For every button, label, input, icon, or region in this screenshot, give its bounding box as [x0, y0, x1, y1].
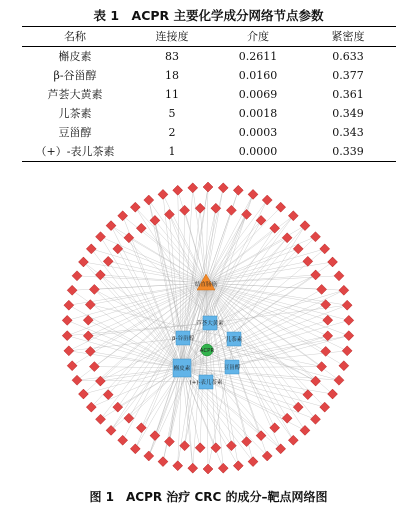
target-node — [311, 376, 321, 386]
target-node — [180, 205, 190, 215]
component-target-edge — [91, 249, 182, 368]
cell-closeness: 0.343 — [332, 126, 364, 139]
target-node — [256, 431, 266, 441]
header-name: 名称 — [22, 27, 128, 47]
component-node-label: 槲皮素 — [173, 366, 191, 372]
target-node — [64, 346, 74, 356]
disease-target-edge — [206, 283, 261, 436]
target-node — [118, 435, 128, 445]
header-degree: 连接度 — [128, 27, 216, 47]
disease-target-edge — [206, 283, 328, 336]
target-node — [89, 284, 99, 294]
herb-node-label: ACPR — [199, 348, 215, 354]
target-node — [203, 464, 213, 474]
cell-betweenness: 0.0003 — [238, 126, 278, 139]
disease-target-edge — [123, 216, 206, 283]
disease-node-label: 结直肠癌 — [194, 282, 218, 288]
target-node — [293, 402, 303, 412]
component-node-label: 儿茶素 — [225, 337, 243, 343]
table-row — [22, 47, 396, 67]
disease-target-edge — [206, 283, 326, 351]
cell-betweenness: 0.0069 — [238, 88, 278, 101]
target-node — [86, 244, 96, 254]
target-node — [78, 257, 88, 267]
disease-target-edge — [135, 207, 206, 283]
target-node — [136, 423, 146, 433]
target-node — [211, 443, 221, 453]
target-node — [62, 315, 72, 325]
target-node — [248, 457, 258, 467]
disease-target-edge — [141, 228, 206, 283]
target-node — [218, 183, 228, 193]
target-node — [323, 315, 333, 325]
target-node — [89, 362, 99, 372]
target-node — [300, 221, 310, 231]
figure-caption: 图 1 ACPR 治疗 CRC 的成分–靶点网络图 — [89, 490, 328, 504]
target-node — [288, 435, 298, 445]
target-node — [321, 300, 331, 310]
disease-target-edge — [206, 276, 339, 283]
target-node — [67, 285, 77, 295]
cell-name: 儿茶素 — [58, 107, 92, 120]
target-node — [310, 414, 320, 424]
cell-closeness: 0.633 — [332, 50, 364, 63]
target-node — [158, 189, 168, 199]
disease-target-edge — [206, 220, 261, 283]
target-node — [282, 413, 292, 423]
target-node — [262, 195, 272, 205]
cell-closeness: 0.349 — [332, 107, 364, 120]
table-title: 表 1 ACPR 主要化学成分网络节点参数 — [93, 8, 324, 23]
table-row — [22, 123, 396, 142]
target-node — [78, 389, 88, 399]
cell-degree: 2 — [168, 126, 176, 139]
target-node — [95, 270, 105, 280]
target-node — [150, 431, 160, 441]
target-node — [67, 361, 77, 371]
target-node — [328, 257, 338, 267]
target-node — [180, 441, 190, 451]
disease-target-edge — [200, 208, 206, 283]
target-node — [323, 331, 333, 341]
target-node — [164, 209, 174, 219]
target-node — [303, 390, 313, 400]
component-target-edge — [232, 336, 328, 367]
component-target-edge — [91, 368, 182, 407]
disease-target-edge — [206, 283, 349, 336]
target-node — [233, 461, 243, 471]
target-node — [118, 211, 128, 221]
target-node — [282, 233, 292, 243]
target-node — [303, 256, 313, 266]
target-node — [103, 256, 113, 266]
target-node — [195, 203, 205, 213]
disease-target-edge — [108, 261, 206, 283]
target-node — [339, 361, 349, 371]
cell-closeness: 0.339 — [300, 142, 396, 162]
target-node — [339, 285, 349, 295]
cell-name: 槲皮素 — [58, 50, 92, 63]
target-node — [342, 346, 352, 356]
cell-degree: 83 — [165, 50, 179, 63]
target-node — [130, 444, 140, 454]
target-node — [195, 443, 205, 453]
target-node — [86, 402, 96, 412]
target-node — [83, 315, 93, 325]
target-node — [334, 375, 344, 385]
target-node — [188, 463, 198, 473]
target-node — [96, 232, 106, 242]
table-row — [22, 66, 396, 85]
target-node — [106, 221, 116, 231]
cell-closeness: 0.377 — [332, 69, 364, 82]
target-node — [226, 441, 236, 451]
header-closeness: 紧密度 — [300, 27, 396, 47]
target-node — [64, 300, 74, 310]
disease-target-edge — [206, 283, 298, 407]
component-target-edge — [232, 336, 349, 367]
cell-betweenness: 0.0018 — [238, 107, 278, 120]
cell-betweenness: 0.2611 — [238, 50, 278, 63]
target-node — [276, 444, 286, 454]
table-row — [22, 85, 396, 104]
cell-degree: 5 — [168, 107, 176, 120]
target-node — [317, 284, 327, 294]
cell-name: β-谷甾醇 — [53, 69, 97, 82]
cell-degree: 18 — [165, 69, 179, 82]
target-node — [150, 215, 160, 225]
target-node — [144, 195, 154, 205]
target-node — [164, 437, 174, 447]
target-node — [62, 331, 72, 341]
target-node — [113, 244, 123, 254]
target-node — [106, 425, 116, 435]
target-node — [342, 300, 352, 310]
table-row — [22, 104, 396, 123]
target-node — [72, 271, 82, 281]
table-row — [22, 142, 396, 162]
target-node — [270, 223, 280, 233]
target-node — [188, 183, 198, 193]
target-node — [218, 463, 228, 473]
target-node — [256, 215, 266, 225]
target-node — [344, 315, 354, 325]
component-target-edge — [101, 368, 182, 419]
disease-target-edge — [206, 283, 325, 407]
target-node — [136, 223, 146, 233]
component-target-edge — [118, 368, 182, 407]
target-node — [242, 209, 252, 219]
target-node — [321, 346, 331, 356]
cell-closeness: 0.361 — [332, 88, 364, 101]
target-node — [96, 414, 106, 424]
table-header-row — [22, 27, 396, 47]
target-node — [203, 182, 213, 192]
disease-target-edge — [77, 276, 206, 283]
target-node — [144, 451, 154, 461]
component-target-edge — [182, 305, 326, 368]
cell-degree: 11 — [165, 88, 179, 101]
target-node — [300, 425, 310, 435]
disease-target-edge — [155, 220, 206, 283]
component-node-label: 芦荟大黄素 — [196, 321, 224, 327]
component-node-label: β-谷甾醇 — [172, 336, 194, 342]
component-node-label: 豆甾醇 — [223, 365, 241, 371]
target-node — [158, 457, 168, 467]
target-node — [334, 271, 344, 281]
disease-target-edge — [206, 216, 293, 283]
cell-degree: 1 — [128, 142, 216, 162]
target-node — [173, 461, 183, 471]
cell-betweenness: 0.0000 — [216, 142, 300, 162]
disease-target-edge — [193, 188, 206, 283]
header-betweenness: 介度 — [216, 27, 300, 47]
node-parameter-table — [22, 26, 396, 162]
cell-name: 芦荟大黄素 — [47, 88, 103, 101]
target-node — [72, 375, 82, 385]
component-node-label: (+)-表儿茶素 — [189, 380, 223, 386]
disease-target-edge — [67, 283, 206, 336]
target-node — [233, 185, 243, 195]
disease-target-edge — [206, 249, 298, 283]
target-node — [173, 185, 183, 195]
target-node — [95, 376, 105, 386]
disease-target-edge — [206, 187, 208, 283]
disease-target-edge — [206, 226, 305, 283]
target-node — [288, 211, 298, 221]
cell-name: （+）-表儿茶素 — [22, 142, 128, 162]
component-target-network — [0, 180, 417, 480]
component-target-edge — [234, 339, 316, 381]
cell-name: 豆甾醇 — [58, 126, 92, 139]
target-node — [320, 244, 330, 254]
target-node — [328, 389, 338, 399]
target-node — [226, 205, 236, 215]
target-node — [344, 331, 354, 341]
component-target-edge — [94, 367, 182, 368]
target-node — [270, 423, 280, 433]
cell-betweenness: 0.0160 — [238, 69, 278, 82]
target-node — [248, 189, 258, 199]
